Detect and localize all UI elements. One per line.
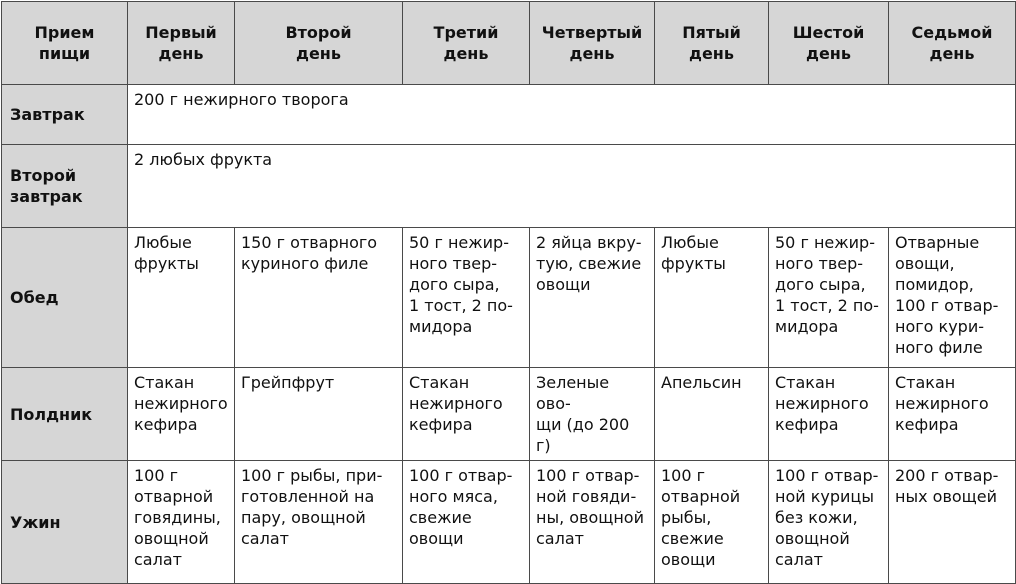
lunch-day-1: Любые фрукты: [128, 228, 235, 368]
header-day-5: Пятый день: [655, 2, 769, 85]
lunch-day-5: Любые фрукты: [655, 228, 769, 368]
row-breakfast: [2, 85, 1016, 145]
header-day-3: Третий день: [403, 2, 530, 85]
dinner-day-2: 100 г рыбы, при- готовленной на пару, овощной салат: [235, 461, 403, 584]
meal-label-breakfast: Завтрак: [2, 85, 128, 145]
row-snack: [2, 368, 1016, 461]
snack-day-4: Зеленые ово- щи (до 200 г): [530, 368, 655, 461]
snack-day-7: Стакан нежирного кефира: [889, 368, 1016, 461]
lunch-day-7: Отварные овощи, помидор, 100 г отвар- ного кури- ного филе: [889, 228, 1016, 368]
lunch-day-2: 150 г отварного куриного филе: [235, 228, 403, 368]
dinner-day-6: 100 г отвар- ной курицы без кожи, овощной салат: [769, 461, 889, 584]
lunch-day-3: 50 г нежир- ного твер- дого сыра, 1 тост, 2 по- мидора: [403, 228, 530, 368]
dinner-day-7: 200 г отвар- ных овощей: [889, 461, 1016, 584]
row-dinner: [2, 461, 1016, 584]
meal-label-lunch: Обед: [2, 228, 128, 368]
snack-day-1: Стакан нежирного кефира: [128, 368, 235, 461]
meal-label-second-breakfast: Второй завтрак: [2, 145, 128, 228]
header-day-2: Второй день: [235, 2, 403, 85]
breakfast-all-days: 200 г нежирного творога: [128, 85, 1016, 145]
meal-label-snack: Полдник: [2, 368, 128, 461]
snack-day-5: Апельсин: [655, 368, 769, 461]
header-day-6: Шестой день: [769, 2, 889, 85]
snack-day-2: Грейпфрут: [235, 368, 403, 461]
lunch-day-6: 50 г нежир- ного твер- дого сыра, 1 тост, 2 по- мидора: [769, 228, 889, 368]
snack-day-6: Стакан нежирного кефира: [769, 368, 889, 461]
dinner-day-5: 100 г отварной рыбы, свежие овощи: [655, 461, 769, 584]
dinner-day-3: 100 г отвар- ного мяса, свежие овощи: [403, 461, 530, 584]
header-row: [2, 2, 1016, 85]
meal-label-dinner: Ужин: [2, 461, 128, 584]
header-day-4: Четвертый день: [530, 2, 655, 85]
lunch-day-4: 2 яйца вкру- тую, свежие овощи: [530, 228, 655, 368]
row-second-breakfast: [2, 145, 1016, 228]
header-day-1: Первый день: [128, 2, 235, 85]
header-day-7: Седьмой день: [889, 2, 1016, 85]
row-lunch: [2, 228, 1016, 368]
header-meal: Прием пищи: [2, 2, 128, 85]
diet-table: [1, 1, 1016, 584]
dinner-day-1: 100 г отварной говядины, овощной салат: [128, 461, 235, 584]
dinner-day-4: 100 г отвар- ной говяди- ны, овощной салат: [530, 461, 655, 584]
second-breakfast-all-days: 2 любых фрукта: [128, 145, 1016, 228]
snack-day-3: Стакан нежирного кефира: [403, 368, 530, 461]
